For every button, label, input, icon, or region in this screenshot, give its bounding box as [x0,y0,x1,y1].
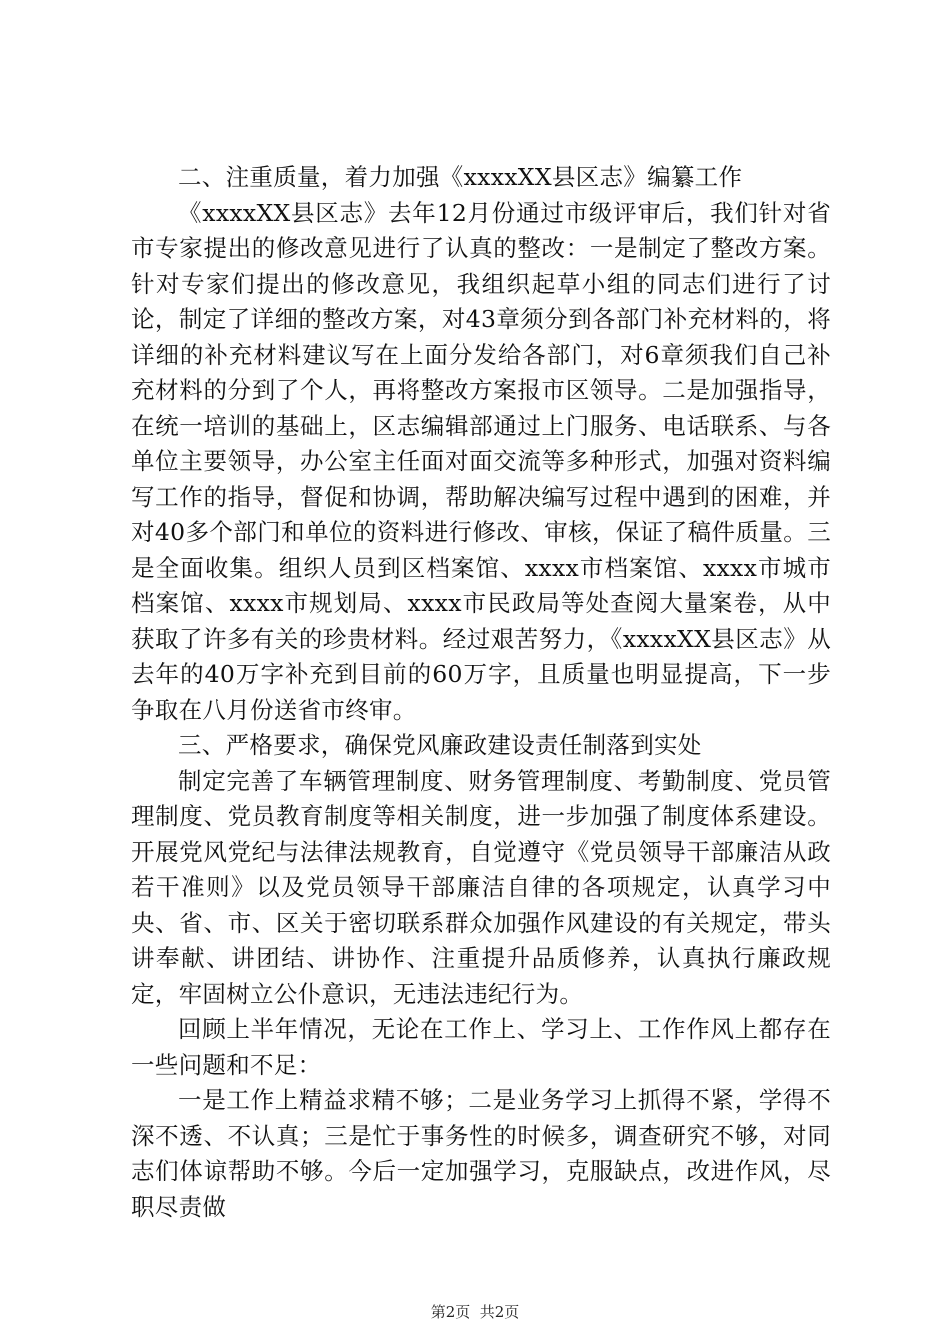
section-heading-2: 二、注重质量，着力加强《xxxxXX县区志》编纂工作 [178,163,743,191]
page-number: 第2页 共2页 [430,1303,520,1321]
paragraph-local-chronicle: 《xxxxXX县区志》去年12月份通过市级评审后，我们针对省市专家提出的修改意见进行了认真的整改：一是制定了整改方案。针对专家们提出的修改意见，我组织起草小组的同志们进行了讨论，制定了详细的整改方案，对43章须分到各部门补充材料的，将详细的补充材料建议写在上面分发给各部门，对6章须我们自己补充材料的分到了个人，再将整改方案报市区领导。二是加强指导，在统一培训的基础上，区志编辑部通过上门服务、电话联系、与各单位主要领导，办公室主任面对面交流等多种形式，加强对资料编写工作的指导，督促和协调，帮助解决编写过程中遇到的困难，并对40多个部门和单位的资料进行修改、审核，保证了稿件质量。三是全面收集。组织人员到区档案馆、xxxx市档案馆、xxxx市城市档案馆、xxxx市规划局、xxxx市民政局等处查阅大量案卷，从中获取了许多有关的珍贵材料。经过艰苦努力，《xxxxXX县区志》从去年的40万字补充到目前的60万字，且质量也明显提高，下一步争取在八月份送省市终审。 [131,198,831,724]
paragraph-shortcomings: 一是工作上精益求精不够；二是业务学习上抓得不紧，学得不深不透、不认真；三是忙于事务性的时候多，调查研究不够，对同志们体谅帮助不够。今后一定加强学习，克服缺点，改进作风，尽职尽责做 [131,1086,831,1221]
section-heading-3: 三、严格要求，确保党风廉政建设责任制落到实处 [178,731,702,759]
document-body [131,160,831,1225]
paragraph-party-conduct: 制定完善了车辆管理制度、财务管理制度、考勤制度、党员管理制度、党员教育制度等相关制度，进一步加强了制度体系建设。开展党风党纪与法律法规教育，自觉遵守《党员领导干部廉洁从政若干准则》以及党员领导干部廉洁自律的各项规定，认真学习中央、省、市、区关于密切联系群众加强作风建设的有关规定，带头讲奉献、讲团结、讲协作、注重提升品质修养，认真执行廉政规定，牢固树立公仆意识，无违法违纪行为。 [131,766,831,1008]
paragraph-review: 回顾上半年情况，无论在工作上、学习上、工作作风上都存在一些问题和不足： [131,1015,831,1079]
page-footer [0,1302,950,1322]
